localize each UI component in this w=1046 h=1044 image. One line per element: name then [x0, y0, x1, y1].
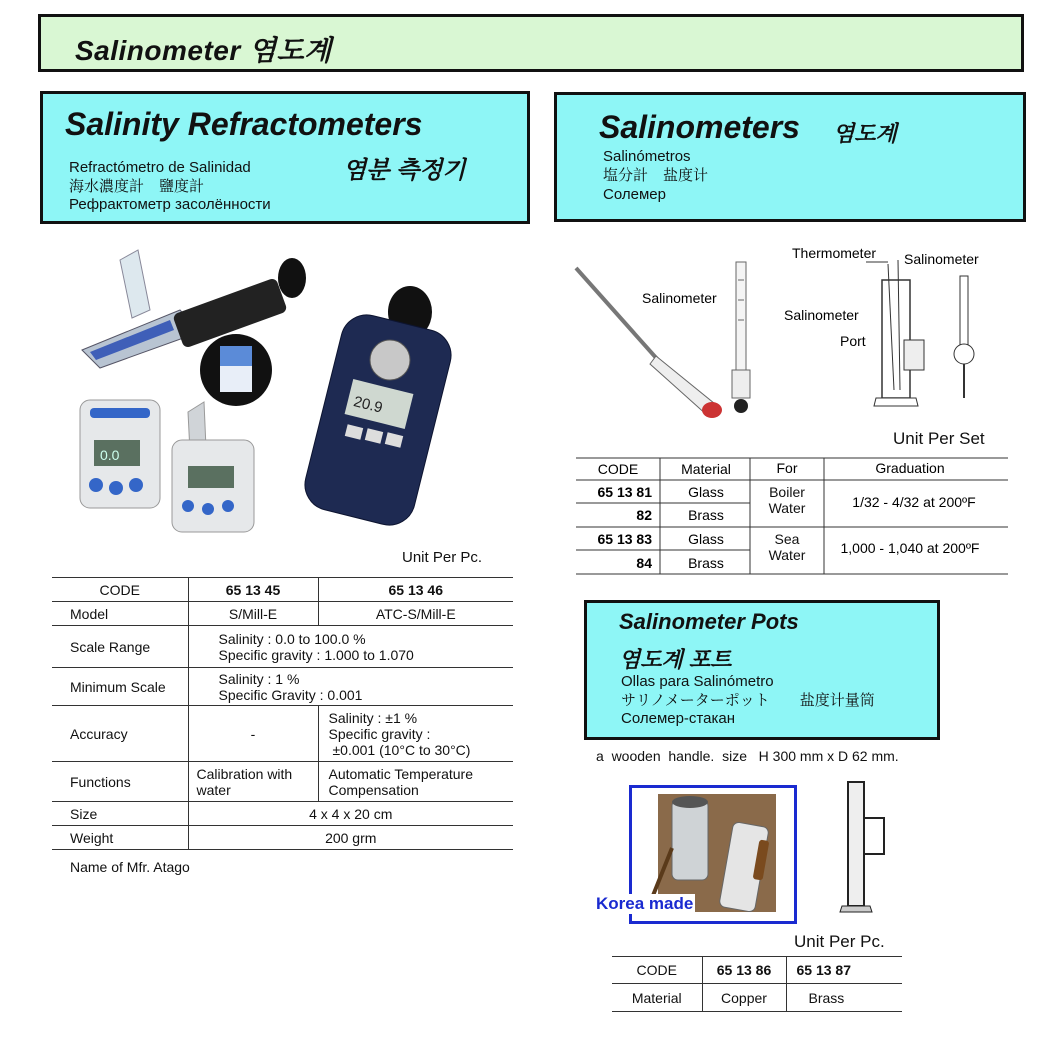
- table-row: [52, 668, 513, 706]
- salinometer-line-2: 塩分計 盐度计: [603, 167, 709, 184]
- page-title: Salinometer 염도계: [75, 35, 332, 66]
- functions-b-line-2: Compensation: [328, 781, 419, 798]
- pots-photo-frame: [596, 785, 797, 924]
- refractometer-line-2: 海水濃度計 鹽度計: [69, 178, 205, 195]
- digital-meter-2-image: [172, 402, 254, 532]
- table-row: [52, 578, 513, 602]
- accuracy-cell-b: [318, 706, 513, 762]
- salinometer-line-3: Солемер: [603, 186, 666, 203]
- refractometer-illustrations: [60, 240, 480, 540]
- standalone-salinometer-image: [954, 276, 974, 398]
- scale-line-1: Salinity : 0.0 to 100.0 %: [218, 630, 366, 647]
- table-row: [612, 984, 902, 1012]
- for-boiler-water: Boiler Water: [768, 484, 806, 516]
- digital-meter-1-image: [80, 400, 160, 508]
- refractometer-title-box: [40, 91, 530, 224]
- pots-line-1: Ollas para Salinómetro: [621, 673, 774, 690]
- salinometer-unit: Unit Per Set: [893, 429, 985, 448]
- model-cell: ATC-S/Mill-E: [318, 602, 513, 626]
- min-scale-cell: [188, 668, 513, 706]
- salinometer-port-image: [866, 260, 924, 406]
- scale-line-2: Specific gravity : 1.000 to 1.070: [218, 646, 414, 663]
- header-for: For: [776, 460, 798, 476]
- pots-code-label: CODE: [612, 957, 702, 984]
- code-cell: 65 13 46: [318, 578, 513, 602]
- refractometer-korean: 염분 측정기: [343, 157, 466, 184]
- pots-table: [612, 956, 902, 1012]
- salinometer-title-box: [554, 92, 1026, 222]
- accuracy-line-3: ±0.001 (10°C to 30°C): [332, 741, 471, 758]
- code-cell: 65 13 45: [188, 578, 318, 602]
- functions-cell-b: [318, 762, 513, 802]
- pots-size-note: a wooden handle. size H 300 mm x D 62 mm.: [596, 748, 899, 764]
- model-label: Model: [52, 602, 188, 626]
- pots-korean: 염도계 포트: [619, 647, 732, 672]
- row-material: Glass: [688, 531, 724, 547]
- row-code: 84: [636, 555, 652, 571]
- pots-code-cell: 65 13 87: [796, 962, 851, 978]
- fig-label-thermometer: Thermometer: [792, 245, 877, 261]
- salinometer-korean: 염도계: [833, 121, 897, 146]
- row-material: Brass: [688, 507, 724, 523]
- refractometer-unit: Unit Per Pc.: [402, 549, 483, 566]
- meter-1-screen: 0.0: [100, 447, 120, 463]
- fig-label-salinometer-port-2: Port: [840, 333, 866, 349]
- pots-code-cell: 65 13 86: [702, 957, 786, 984]
- functions-cell-a: [188, 762, 318, 802]
- fig-label-salinometer-port-1: Salinometer: [784, 307, 859, 323]
- refractometer-line-1: Refractómetro de Salinidad: [69, 159, 251, 176]
- pots-line-2: サリノメーターポット 盐度计量筒: [621, 692, 875, 709]
- model-cell: S/Mill-E: [188, 602, 318, 626]
- vertical-salinometer-image: [732, 262, 750, 413]
- refractometer-title: Salinity Refractometers: [65, 106, 423, 142]
- graduation-boiler: 1/32 - 4/32 at 200ºF: [852, 494, 976, 510]
- pots-title-box: [584, 600, 940, 740]
- graduation-sea: 1,000 - 1,040 at 200ºF: [840, 540, 980, 556]
- table-row: [52, 802, 513, 826]
- functions-b-line-1: Automatic Temperature: [328, 765, 473, 782]
- pots-line-3: Солемер-стакан: [621, 710, 735, 727]
- table-row: [52, 762, 513, 802]
- for-sea-water: Sea Water: [768, 531, 806, 563]
- pots-title: Salinometer Pots: [619, 609, 799, 634]
- row-code: 65 13 81: [597, 484, 652, 500]
- fig-label-salinometer: Salinometer: [642, 290, 717, 306]
- salinometer-line-1: Salinómetros: [603, 148, 691, 165]
- scale-cell: [188, 626, 513, 668]
- table-row: [52, 706, 513, 762]
- optical-refractometer-image: [82, 250, 306, 406]
- pots-unit: Unit Per Pc.: [794, 932, 885, 951]
- pocket-refractometer-image: [299, 286, 456, 531]
- accuracy-cell-a: -: [188, 706, 318, 762]
- page-header-banner: [38, 14, 1024, 72]
- min-line-2: Specific Gravity : 0.001: [218, 686, 363, 703]
- pocket-screen: 20.9: [351, 393, 385, 417]
- fig-label-salinometer-right: Salinometer: [904, 251, 979, 267]
- size-cell: 4 x 4 x 20 cm: [188, 802, 513, 826]
- pots-material-cell: Brass: [808, 989, 845, 1006]
- header-material: Material: [681, 461, 731, 477]
- korea-made-label: Korea made: [596, 894, 694, 913]
- code-label: CODE: [52, 578, 188, 602]
- table-row: [612, 957, 902, 984]
- row-material: Brass: [688, 555, 724, 571]
- pots-material-label: Material: [612, 984, 702, 1012]
- row-material: Glass: [688, 484, 724, 500]
- row-code: 65 13 83: [597, 531, 652, 547]
- pots-material-cell: Copper: [702, 984, 786, 1012]
- salinometer-illustrations: [570, 240, 1020, 430]
- accuracy-line-1: Salinity : ±1 %: [328, 709, 418, 726]
- functions-a-line-1: Calibration with: [196, 765, 293, 782]
- header-code: CODE: [597, 461, 639, 477]
- scale-label: Scale Range: [52, 626, 188, 668]
- min-line-1: Salinity : 1 %: [218, 670, 300, 687]
- table-row: [52, 626, 513, 668]
- refractometer-spec-table: [52, 577, 513, 850]
- table-row: [52, 602, 513, 626]
- row-code: 82: [636, 507, 652, 523]
- size-label: Size: [52, 802, 188, 826]
- weight-label: Weight: [52, 826, 188, 850]
- table-row: [52, 826, 513, 850]
- pot-line-drawing: [836, 778, 896, 916]
- accuracy-line-2: Specific gravity :: [328, 725, 431, 742]
- weight-cell: 200 grm: [188, 826, 513, 850]
- header-graduation: Graduation: [875, 460, 945, 476]
- manufacturer-note: Name of Mfr. Atago: [70, 859, 190, 875]
- refractometer-line-3: Рефрактометр засолённости: [69, 196, 271, 213]
- salinometer-table: [576, 456, 1010, 578]
- salinometer-title: Salinometers: [599, 109, 800, 145]
- min-scale-label: Minimum Scale: [52, 668, 188, 706]
- functions-a-line-2: water: [196, 781, 231, 798]
- functions-label: Functions: [52, 762, 188, 802]
- accuracy-label: Accuracy: [52, 706, 188, 762]
